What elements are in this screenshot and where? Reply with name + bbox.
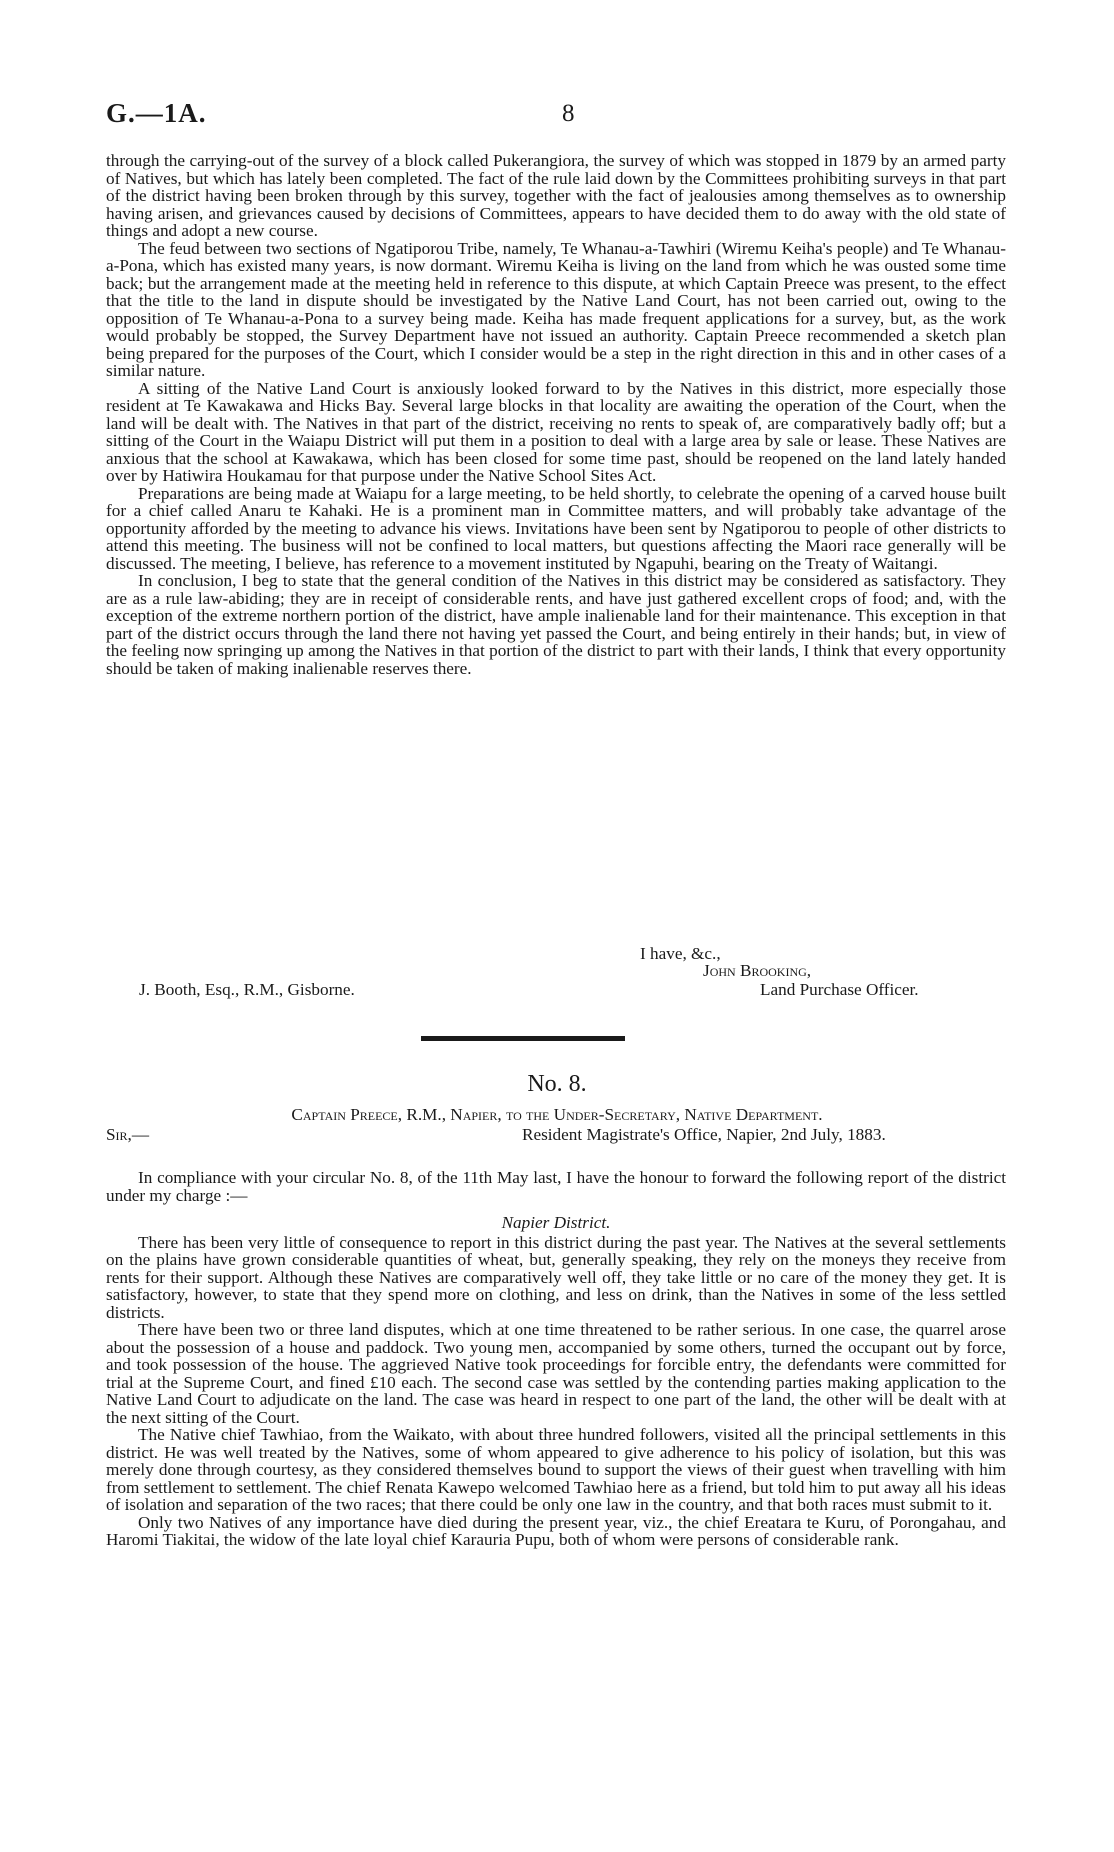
- paragraph: The feud between two sections of Ngatiporou Tribe, namely, Te Whanau-a-Tawhiri (Wiremu Keiha's people) and Te Whanau-a-Pona, which has existed many years, is now dormant. Wiremu Keiha is living on the land from which he was ousted some time back; but the arrangement made at the meeting held in reference to this dispute, at which Captain Preece was present, to the effect that the title to the land in dispute should be investigated by the Native Land Court, has not been carried out, owing to the opposition of Te Whanau-a-Pona to a survey being made. Keiha has made frequent applications for a survey, but, as the work would probably be stopped, the Survey Department have not issued an authority. Captain Preece recommended a sketch plan being prepared for the purposes of the Court, which I consider would be a step in the right direction in this and in other cases of a similar nature.: [106, 238, 1006, 380]
- paragraph: Preparations are being made at Waiapu for a large meeting, to be held shortly, to celebrate the opening of a carved house built for a chief called Anaru te Kahaki. He is a prominent man in Committee matters, and will probably take advantage of the opportunity afforded by the meeting to advance his views. Invitations have been sent by Ngatiporou to people of other districts to attend this meeting. The business will not be confined to local matters, but questions affecting the Maori race generally will be discussed. The meeting, I believe, has reference to a movement instituted by Ngapuhi, bearing on the Treaty of Waitangi.: [106, 483, 1006, 573]
- closing: I have, &c.,: [640, 944, 721, 963]
- letter-address: Resident Magistrate's Office, Napier, 2nd July, 1883.: [522, 1125, 886, 1144]
- signatory-name: John Brooking,: [703, 961, 812, 980]
- letter-number: No. 8.: [527, 1071, 587, 1097]
- section-divider: [421, 1036, 625, 1041]
- page-number: 8: [562, 100, 575, 127]
- subheading: Napier District.: [501, 1213, 611, 1232]
- letter2-body: [106, 1169, 1006, 1549]
- letter1-body: [106, 152, 1006, 677]
- addressee: J. Booth, Esq., R.M., Gisborne.: [139, 980, 355, 999]
- letter-from-to: Captain Preece, R.M., Napier, to the Under-Secretary, Native Department.: [291, 1105, 823, 1124]
- intro-paragraph: In compliance with your circular No. 8, of the 11th May last, I have the honour to forward the following report of the district under my charge :—: [106, 1168, 1006, 1205]
- signatory-title: Land Purchase Officer.: [760, 980, 919, 999]
- paragraph: A sitting of the Native Land Court is anxiously looked forward to by the Natives in this district, more especially those resident at Te Kawakawa and Hicks Bay. Several large blocks in that locality are awaiting the operation of the Court, when the land will be dealt with. The Natives in that part of the district, receiving no rents to speak of, are comparatively badly off; but a sitting of the Court in the Waiapu District will put them in a position to deal with a large area by sale or lease. These Natives are anxious that the school at Kawakawa, which has been closed for some time past, should be reopened on the land lately handed over by Hatiwira Houkamau for that purpose under the Native School Sites Act.: [106, 378, 1006, 485]
- series-code: G.—1A.: [106, 98, 207, 128]
- paragraph: through the carrying-out of the survey of a block called Pukerangiora, the survey of which was stopped in 1879 by an armed party of Natives, but which has lately been completed. The fact of the rule laid down by the Committees prohibiting surveys in that part of the district having been broken through by this survey, together with the fact of jealousies among themselves as to ownership having arisen, and grievances caused by decisions of Committees, appears to have decided them to do away with the old state of things and adopt a new course.: [106, 151, 1006, 240]
- paragraph: The Native chief Tawhiao, from the Waikato, with about three hundred followers, visited all the principal settlements in this district. He was well treated by the Natives, some of whom appeared to give adherence to his policy of isolation, but this was merely done through courtesy, as they considered themselves bound to support the views of their guest when travelling with him from settlement to settlement. The chief Renata Kawepo welcomed Tawhiao here as a friend, but told him to put away all his ideas of isolation and separation of the two races; that there could be only one law in the country, and that both races must submit to it.: [106, 1425, 1006, 1514]
- paragraph: There have been two or three land disputes, which at one time threatened to be rather serious. In one case, the quarrel arose about the possession of a house and paddock. Two young men, accompanied by some others, turned the occupant out by force, and took possession of the house. The aggrieved Native took proceedings for forcible entry, the defendants were committed for trial at the Supreme Court, and fined £10 each. The second case was settled by the contending parties making application to the Native Land Court to adjudicate on the land. The case was heard in respect to one part of the land, the other will be dealt with at the next sitting of the Court.: [106, 1320, 1006, 1427]
- paragraph: There has been very little of consequence to report in this district during the past year. The Natives at the several settlements on the plains have grown considerable quantities of wheat, but, generally speaking, they rely on the moneys they receive from rents for their support. Although these Natives are comparatively well off, they take little or no care of the money they get. It is satisfactory, however, to state that they spend more on clothing, and less on drink, than the Natives in some of the less settled districts.: [106, 1232, 1006, 1322]
- salutation: Sir,—: [106, 1125, 150, 1144]
- paragraph: Only two Natives of any importance have died during the present year, viz., the chief Ereatara te Kuru, of Porongahau, and Haromi Tiakitai, the widow of the late loyal chief Karauria Pupu, both of whom were persons of considerable rank.: [106, 1512, 1006, 1549]
- paragraph: In conclusion, I beg to state that the general condition of the Natives in this district may be considered as satisfactory. They are as a rule law-abiding; they are in receipt of considerable rents, and have just gathered excellent crops of food; and, with the exception of the extreme northern portion of the district, have ample inalienable land for their maintenance. This exception in that part of the district occurs through the land there not having yet passed the Court, and being entirely in their hands; but, in view of the feeling now springing up among the Natives in that portion of the district to part with their lands, I think that every opportunity should be taken of making inalienable reserves there.: [106, 571, 1006, 678]
